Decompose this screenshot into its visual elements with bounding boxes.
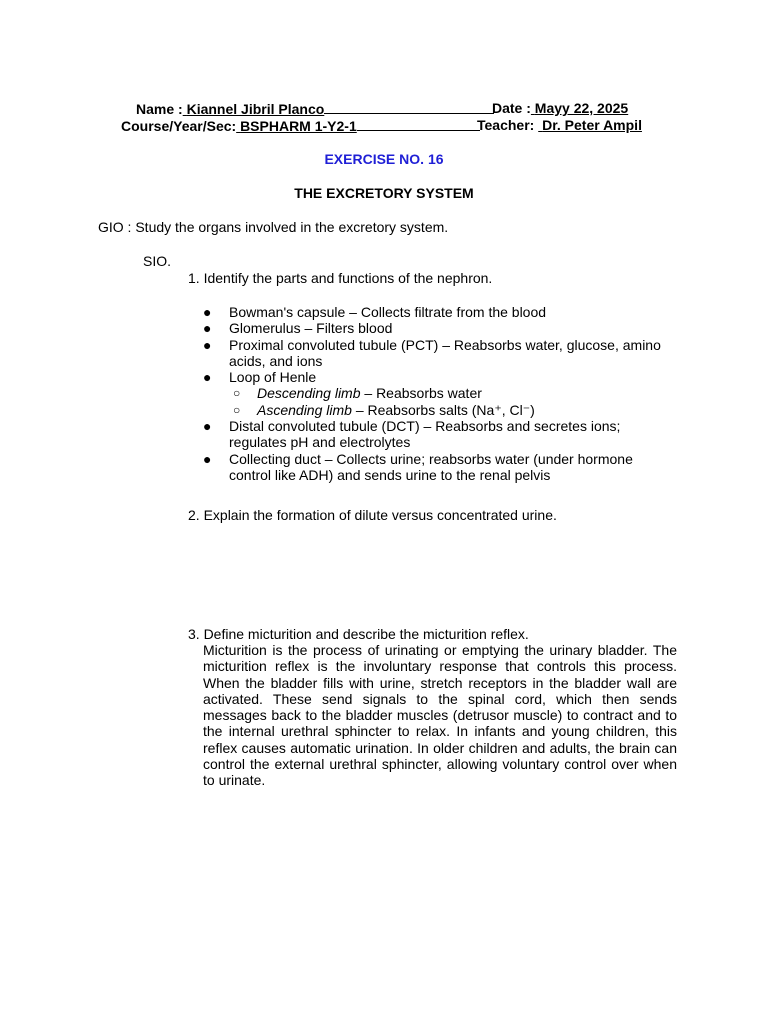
sub-bullet-icon: ○	[233, 402, 241, 417]
bullet-icon: ●	[203, 450, 212, 467]
name-row	[136, 100, 494, 118]
page-title: THE EXCRETORY SYSTEM	[294, 185, 474, 201]
question-3-answer: Micturition is the process of urinating or emptying the urinary bladder. The micturition reflex is the involuntary response that controls this process. When the bladder fills with urine, stretch receptors in the bladder wall are activated. These send signals to the spinal cord, which then sends messages back to the bladder muscles (detrusor muscle) to contract and to the internal urethral sphincter to relax. In infants and young children, this reflex causes automatic urination. In older children and adults, the brain can control the external urethral sphincter, allowing voluntary control over when to urinate.	[203, 642, 677, 789]
teacher-label: Teacher:	[477, 117, 535, 133]
date-row	[492, 100, 628, 117]
name-label: Name :	[136, 101, 183, 117]
list-item: ● Collecting duct – Collects urine; reabsorbs water (under hormone control like ADH) and sends urine to the renal pelvis	[203, 450, 633, 483]
list-item: ● Bowman's capsule – Collects filtrate from the blood	[203, 304, 547, 320]
bullet-icon: ●	[203, 336, 212, 353]
course-value: BSPHARM 1-Y2-1	[240, 118, 357, 134]
question-1: 1. Identify the parts and functions of the nephron.	[188, 270, 493, 286]
exercise-number: EXERCISE NO. 16	[324, 151, 444, 167]
loop-of-henle-sublist	[229, 385, 678, 418]
bullet-icon: ●	[203, 320, 212, 337]
name-underline-fill	[324, 100, 494, 114]
name-value: Kiannel Jibril Planco	[186, 101, 325, 117]
course-row	[121, 117, 480, 135]
sio-label: SIO.	[143, 253, 172, 269]
date-label: Date :	[492, 100, 531, 116]
list-item: ● Distal convoluted tubule (DCT) – Reabsorbs and secretes ions; regulates pH and electrolytes	[203, 418, 621, 451]
list-item: ● Loop of Henle ○ Descending limb – Reabsorbs water ○ Ascending limb – Reabsorbs salts (Na⁺, Cl⁻)	[203, 369, 678, 418]
bullet-icon: ●	[203, 369, 212, 386]
teacher-value: Dr. Peter Ampil	[542, 117, 642, 133]
date-value: Mayy 22, 2025	[534, 100, 629, 116]
sub-bullet-icon: ○	[233, 386, 241, 401]
list-item: ● Proximal convoluted tubule (PCT) – Reabsorbs water, glucose, amino acids, and ions	[203, 336, 661, 369]
gio-text: GIO : Study the organs involved in the excretory system.	[98, 219, 449, 235]
question-2: 2. Explain the formation of dilute versus concentrated urine.	[188, 507, 557, 523]
question-3: 3. Define micturition and describe the micturition reflex.	[188, 626, 529, 642]
list-item: ○ Descending limb – Reabsorbs water	[233, 385, 482, 402]
list-item: ○ Ascending limb – Reabsorbs salts (Na⁺, Cl⁻)	[233, 401, 535, 418]
bullet-icon: ●	[203, 418, 212, 435]
course-underline-fill	[357, 117, 480, 131]
course-label: Course/Year/Sec:	[121, 118, 237, 134]
nephron-parts-list	[203, 304, 678, 483]
bullet-icon: ●	[203, 304, 212, 320]
list-item: ● Glomerulus – Filters blood	[203, 320, 393, 337]
teacher-row	[477, 117, 642, 134]
